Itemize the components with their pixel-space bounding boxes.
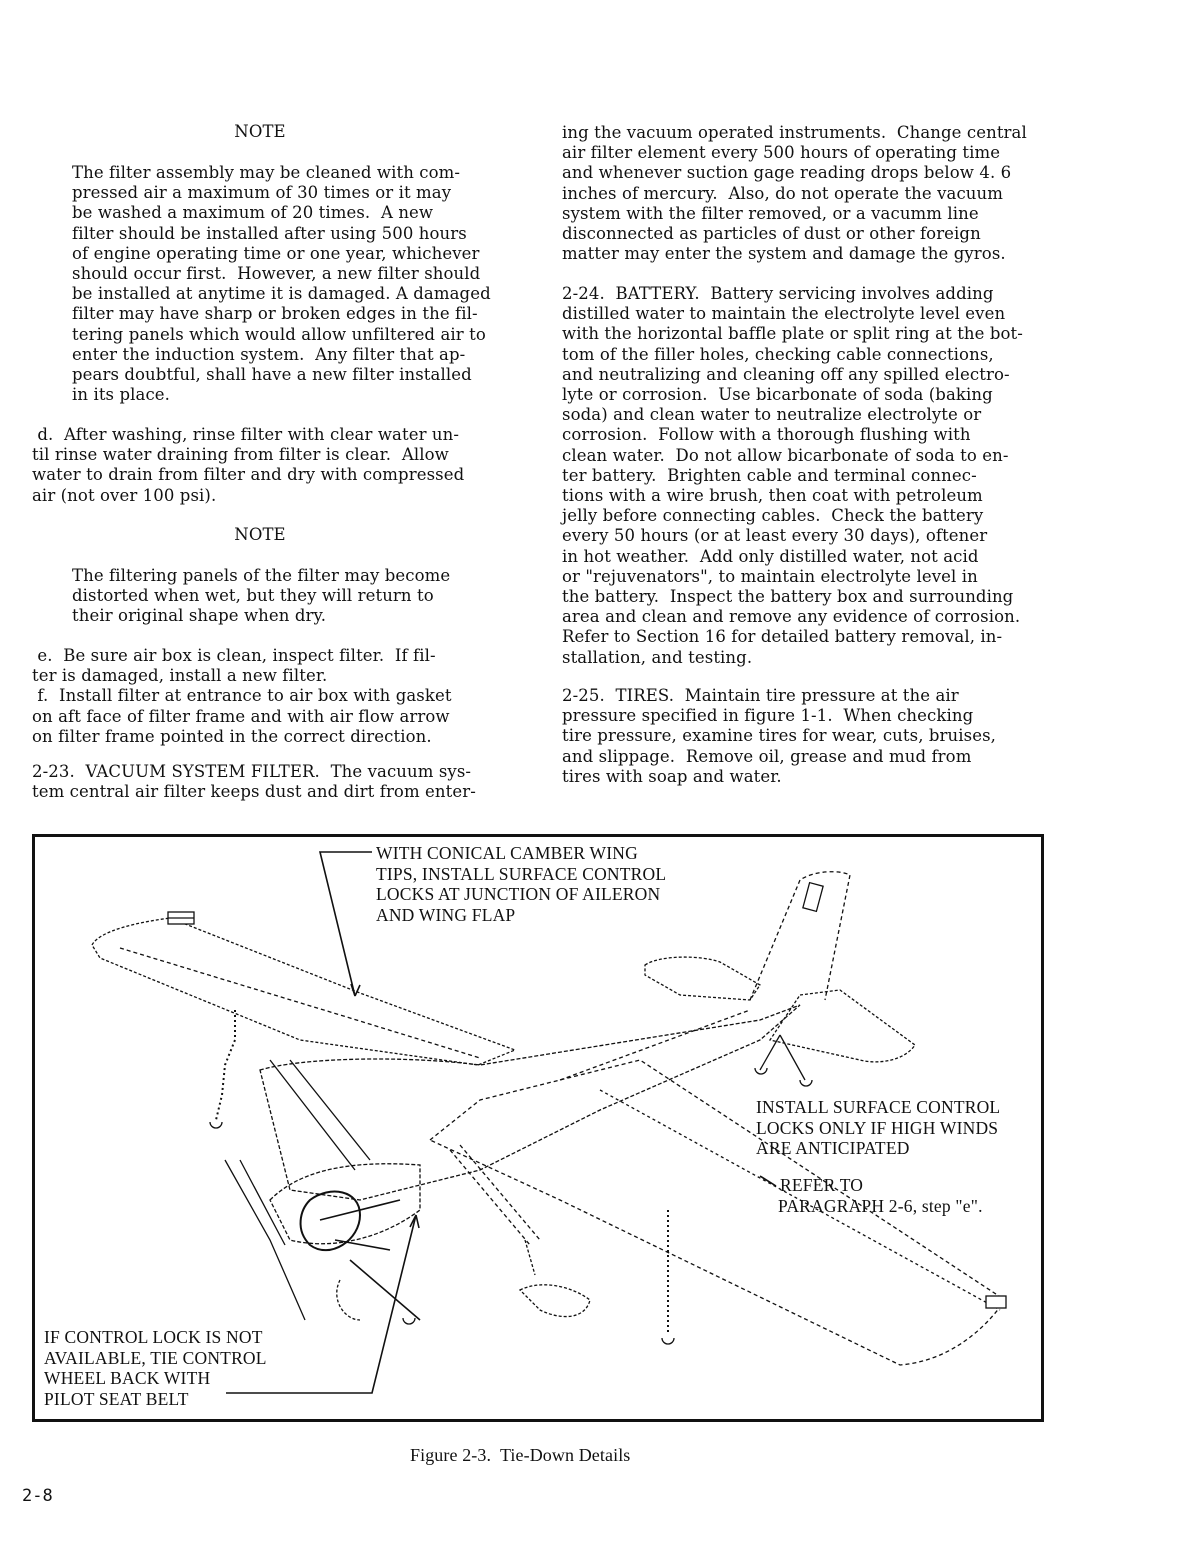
main-gear-right: [520, 1240, 590, 1317]
left-wing-tie-down-chain: [216, 1010, 235, 1120]
page-number: 2-8: [22, 1486, 53, 1506]
nose-gear-tie: [403, 1318, 415, 1324]
note2-heading: NOTE: [234, 525, 286, 544]
left-wing-outline: [92, 918, 515, 1065]
left-wing-strut: [270, 1060, 370, 1170]
engine-cowling: [270, 1164, 420, 1244]
leader-line-refer: [760, 1176, 776, 1186]
right-wing-strut: [450, 1145, 540, 1245]
label-control-lock-not-available: IF CONTROL LOCK IS NOT AVAILABLE, TIE CONTROL WHEEL BACK WITH PILOT SEAT BELT: [44, 1327, 267, 1409]
para-2-24-battery: 2-24. BATTERY. Battery servicing involves adding distilled water to maintain the electrolyte level even with the horizontal baffle plate or split ring at the bot- tom of the filler holes, checking cable connections, and neutralizing and cleaning off any spilled electro- lyte or corrosion. Use bicarbonate of soda (baking soda) and clean water to neutralize electrolyte or corrosion. Follow with a thorough flushing with clean water. Do not allow bicarbonate of soda to en- ter battery. Brighten cable and terminal connec- tions with a wire brush, then coat with petroleum jelly before connecting cables. Check the battery every 50 hours (or at least every 30 days), oftener in hot weather. Add only distilled water, not acid or "rejuvenators", to maintain electrolyte level in the battery. Inspect the battery box and surrounding area and clean and remove any evidence of corrosion. Refer to Section 16 for detailed battery removal, in- stallation, and testing.: [562, 284, 1023, 667]
figure-caption: Figure 2-3. Tie-Down Details: [410, 1445, 631, 1465]
note2-text: The filtering panels of the filter may become distorted when wet, but they will return to their original shape when dry.: [72, 566, 451, 626]
para-2-23-text: 2-23. VACUUM SYSTEM FILTER. The vacuum sys- tem central air filter keeps dust and dirt from enter-: [32, 762, 476, 802]
note1-text: The filter assembly may be cleaned with com- pressed air a maximum of 30 times or it may be washed a maximum of 20 times. A new filter should be installed after using 500 hours of engine operating time or one year, whichever should occur first. However, a new filter should be installed at anytime it is damaged. A damaged filter may have sharp or broken edges in the fil- tering panels which would allow unfiltered air to enter the induction system. Any filter that ap- pears doubtful, shall have a new filter installed in its place.: [72, 163, 491, 405]
note1-heading: NOTE: [234, 122, 286, 141]
rudder-control-lock: [803, 883, 823, 912]
label-high-winds: INSTALL SURFACE CONTROL LOCKS ONLY IF HIGH WINDS ARE ANTICIPATED: [756, 1097, 1001, 1158]
label-refer-to: REFER TO: [780, 1175, 864, 1195]
vertical-fin: [750, 872, 850, 1000]
leader-line-wing-tips: [320, 852, 372, 996]
propeller: [225, 1160, 305, 1320]
left-wing-flap-line: [120, 948, 480, 1058]
fuselage-outline: [260, 1005, 800, 1200]
horizontal-stabilizer: [645, 957, 760, 1000]
para-2-23-continued: ing the vacuum operated instruments. Change central air filter element every 500 hours of operating time and whenever suction gage reading drops below 4. 6 inches of mercury. Also, do not operate the vacuum system with the filter removed, or a vacumm line disconnected as particles of dust or other foreign matter may enter the system and damage the gyros.: [562, 123, 1027, 264]
para-2-25-tires: 2-25. TIRES. Maintain tire pressure at the air pressure specified in figure 1-1. When checking tire pressure, examine tires for wear, cuts, bruises, and slippage. Remove oil, grease and mud from tires with soap and water.: [562, 686, 996, 786]
step-d-text: d. After washing, rinse filter with clear water un- til rinse water draining from filter is clear. Allow water to drain from filter and dry with compressed air (not over 100 psi).: [32, 425, 465, 505]
right-wing-control-lock: [986, 1296, 1006, 1308]
tail-tie-down: [760, 1035, 805, 1080]
main-gear-left: [337, 1280, 360, 1320]
label-conical-camber-wing-tips: WITH CONICAL CAMBER WING TIPS, INSTALL SURFACE CONTROL LOCKS AT JUNCTION OF AILERON AND WING FLAP: [376, 843, 667, 925]
label-paragraph-2-6: PARAGRAPH 2-6, step "e".: [778, 1196, 983, 1216]
steps-e-f-text: e. Be sure air box is clean, inspect filter. If fil- ter is damaged, install a new filter. f. Install filter at entrance to air box with gasket on aft face of filter frame and with air flow arrow on filter frame pointed in the correct direction.: [32, 646, 452, 746]
